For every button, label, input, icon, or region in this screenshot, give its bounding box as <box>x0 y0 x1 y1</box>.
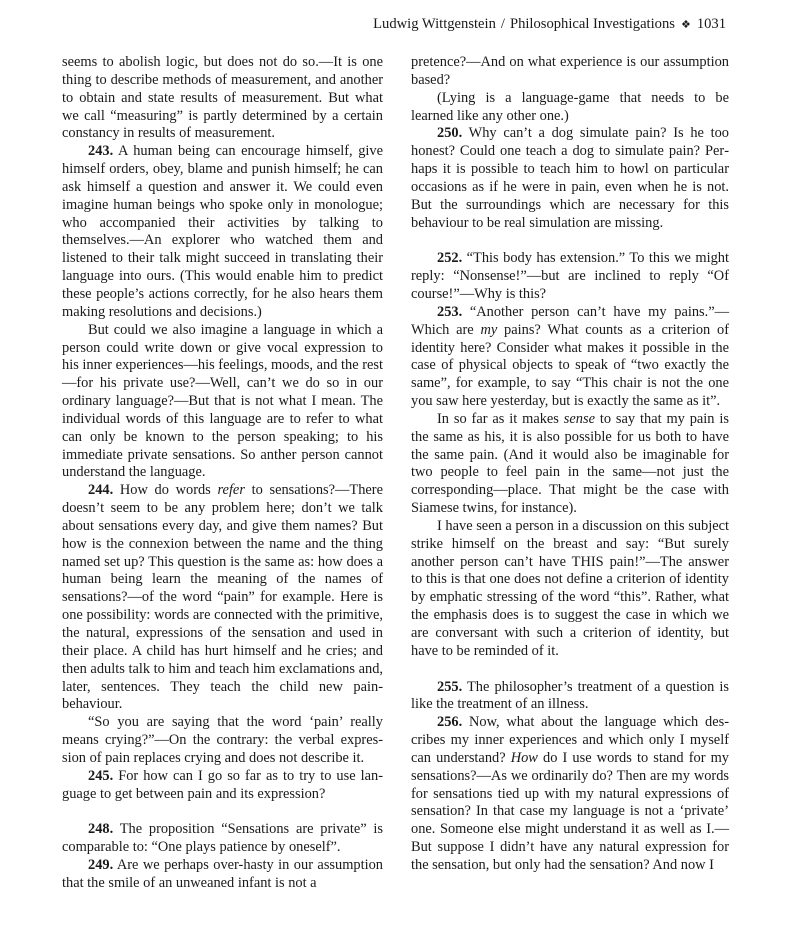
section-text: How do words <box>119 482 211 499</box>
section-number: 255. <box>437 678 463 695</box>
header-author: Ludwig Wittgenstein <box>373 16 496 32</box>
section-text: A human being can encourage himself, give himself orders, obey, blame and punish himself; he can ask himself a question and answer it. We could even imagine human beings who spoke only in monologue; who accompanied their activities by talking to themselves.—An explorer who watched them and listened to their talk might succeed in translating their language into ours. (This would enable him to predict these people’s actions correctly, for he also hears them making resolutions and decisions.) <box>62 143 383 320</box>
section-252 <box>411 250 729 304</box>
section-number: 243. <box>88 143 114 160</box>
paragraph: (Lying is a language-game that needs to be learned like any other one.) <box>411 89 729 124</box>
paragraph: But could we also imagine a language in which a person could write down or give vocal expression to his inner experiences—his feelings, moods, and the rest—for his private use?—Well, can’t we do so in our ordinary language?—But that is not what I mean. The individual words of this language are to refer to what can only be known to the person speaking; to his immediate private sensations. So anther person cannot understand the language. <box>62 321 383 481</box>
section-256 <box>411 714 729 875</box>
section-number: 252. <box>437 250 463 267</box>
paragraph <box>411 411 729 518</box>
paragraph-continuation: pretence?—And on what experience is our assumption based? <box>411 54 729 88</box>
paragraph: I have seen a person in a discussion on this subject strike himself on the breast and say: “But surely another person can’t have THIS pain!”—The answer to this is that one does not define a criterion of identity by emphatic stressing of the word “this”. Rather, what the emphasis does is to suggest the case in which we are conversant with such a criterion of identity, but have to be reminded of it. <box>411 517 729 659</box>
header-title: Philosophical Investigations <box>509 16 675 32</box>
section-244 <box>62 482 383 714</box>
right-column <box>411 54 729 875</box>
emphasis: How <box>510 749 538 766</box>
section-text: For how can I go so far as to try to use language to get between pain and its expression? <box>62 767 383 802</box>
section-text: Are we perhaps over-hasty in our assumption that the smile of an unweaned infant is not a <box>62 856 383 891</box>
section-249 <box>62 857 383 893</box>
section-text: “This body has extension.” To this we might reply: “Nonsense!”—but are inclined to reply “Of course!”—Why is this? <box>411 250 729 302</box>
section-243 <box>62 143 383 321</box>
section-number: 256. <box>437 714 463 731</box>
section-text: Now, what about the language which describes my inner experiences and which only I myself can understand? <box>411 714 729 766</box>
section-250 <box>411 125 729 232</box>
section-text: The proposition “Sensations are private” is comparable to: “One plays patience by oneself”. <box>62 821 384 856</box>
section-245 <box>62 768 383 804</box>
section-text: to sensations?—There doesn’t seem to be any problem here; don’t we talk about sensations every day, and give them names? But how is the connexion between the name and the thing named set up? This question is the same as: how does a human being learn the meaning of the names of sensations?—of the word “pain” for example. Here is one possibility: words are connected with the primitive, the natural, expressions of the sensation and used in their place. A child has hurt himself and he cries; and then adults talk to him and teach him exclamations and, later, sentences. They teach the child new pain-behaviour. <box>62 482 383 713</box>
emphasis: my <box>480 321 498 338</box>
paragraph-continuation: seems to abolish logic, but does not do so.—It is one thing to describe methods of measurement, and another to obtain and state results of measurement. But what we call “measuring” is partly determined by a certain constancy in results of measurement. <box>62 54 383 142</box>
section-text: “Another person can’t have my pains.”— Which are <box>411 303 729 338</box>
page-number: 1031 <box>696 16 726 32</box>
section-text: pains? What counts as a criterion of identity here? Consider what makes it possible in the case of physical objects to speak of “two exactly the same”, for example, to say “This chair is not the one you saw here yesterday, but is exactly the same as it”. <box>411 321 729 410</box>
section-number: 245. <box>88 767 114 784</box>
emphasis: refer <box>217 482 245 499</box>
diamond-ornament-icon: ❖ <box>680 19 691 31</box>
paragraph: “So you are saying that the word ‘pain’ really means crying?”—On the contrary: the verbal expression of pain replaces crying and does not describe it. <box>62 714 383 766</box>
section-number: 250. <box>437 125 463 142</box>
section-253 <box>411 304 729 411</box>
running-header <box>373 16 726 33</box>
section-text: do I use words to stand for my sensations?—As we ordinarily do? Then are my words for sensations tied up with my natural expressions of sensation? In that case my language is not a ‘private’ one. Someone else might understand it as well as I.— But suppose I didn’t have any natural expression for the sensation, but only had the sensation? And now I <box>411 749 729 873</box>
section-number: 244. <box>88 482 114 499</box>
header-separator: / <box>500 16 505 32</box>
paragraph-text: to say that my pain is the same as his, it is also possible for us both to have the same pain. (And it would also be imaginable for two people to feel pain in the same—not just the corresponding—place. That might be the case with Siamese twins, for instance). <box>411 410 729 517</box>
section-255 <box>411 679 729 715</box>
section-number: 248. <box>88 821 114 838</box>
paragraph-text: In so far as it makes <box>437 410 559 427</box>
emphasis: sense <box>563 410 595 427</box>
section-248 <box>62 821 383 857</box>
section-text: The philosopher’s treatment of a question is like the treatment of an illness. <box>411 678 729 713</box>
section-text: Why can’t a dog simulate pain? Is he too honest? Could one teach a dog to simulate pain? Perhaps it is possible to teach him to howl on particular occasions as if he were in pain, even when he is not. But the surroundings which are necessary for this behaviour to be real simulation are missing. <box>411 125 730 231</box>
left-column <box>62 54 383 893</box>
section-number: 253. <box>437 303 463 320</box>
section-number: 249. <box>88 856 114 873</box>
